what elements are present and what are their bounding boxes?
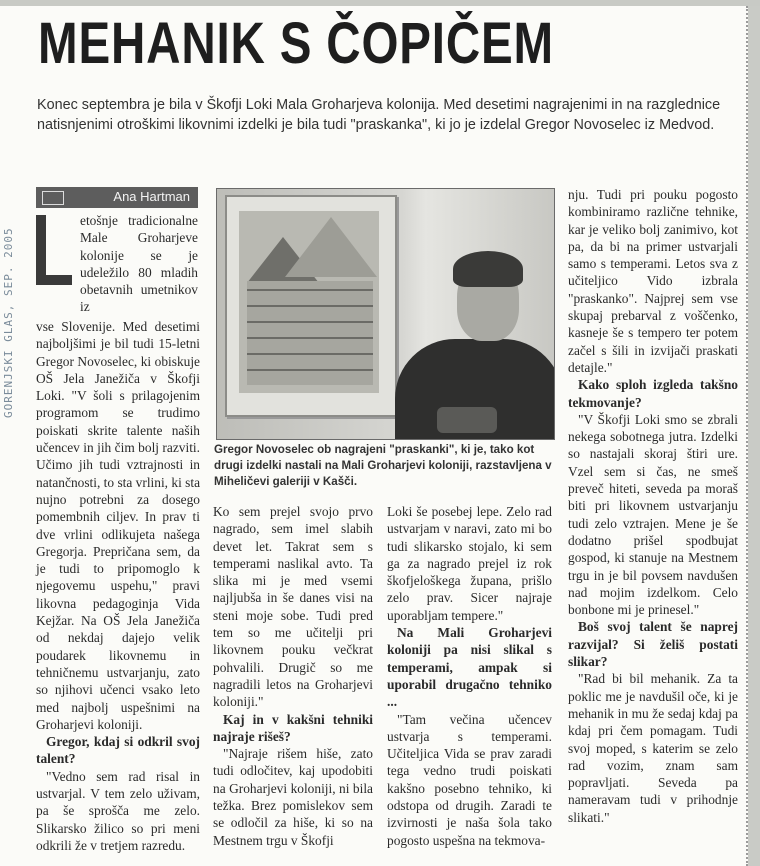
handwritten-source-note: GORENJSKI GLAS, SEP. 2005 xyxy=(2,227,15,418)
column-4 xyxy=(568,186,738,826)
lead-paragraph: Konec septembra je bila v Škofji Loki Mala Groharjeva kolonija. Med desetimi nagrajenimi in na razglednice natisnjenimi otroškimi likovnimi izdelki je bila tudi "praskanka", ki jo je izdelal Gregor Novoselec iz Medvod. xyxy=(37,97,721,133)
answer-1-part-1: "Vedno sem rad risal in ustvarjal. V tem zelo uživam, pa še sprošča me zelo. Slikarsko žilico so pri meni odkrili že v tretjem razredu. xyxy=(36,768,200,853)
intro-text: etošnje tradicionalne Male Groharjeve kolonije se je udeležilo 80 mladih obetavnih umetnikov iz xyxy=(80,213,198,315)
answer-1-part-2: Ko sem prejel svojo prvo nagrado, sem imel slabih devet let. Takrat sem s temperami naslikal avto. Ta slika mi je med vsemi najljubša in še danes visi na steni moje sobe. Tudi pred tem so me učitelji pri likovnem pouku večkrat pohvalili. Drugič so me nagradili letos na Groharjevi koloniji." xyxy=(213,504,373,710)
question-4: Kako sploh izgleda takšno tekmovanje? xyxy=(568,377,738,410)
photo-caption: Gregor Novoselec ob nagrajeni "praskanki", ki je, tako kot drugi izdelki nastali na Mali Groharjevi koloniji, razstavljena v Miheličevi galeriji v Kašči. xyxy=(214,443,552,488)
answer-2-part-1: "Najraje rišem hiše, zato tudi odločitev, kaj upodobiti na Groharjevi koloniji, ni bila težka. Brez pomislekov sem se odločil za hiše, ki so na Mestnem trgu v Škofji xyxy=(213,746,373,848)
answer-3-part-1: "Tam večina učencev ustvarja s temperami. Učiteljica Vida se prav zaradi tega vedno trudi poiskati kakšno posebno tehniko, ki odstopa od drugih. Zaradi te izvirnosti je naša šola tako pogosto uspešna na tekmova- xyxy=(387,711,552,848)
question-5: Boš svoj talent še naprej razvijal? Si želiš postati slikar? xyxy=(568,619,738,670)
byline-bar xyxy=(36,187,198,208)
answer-5: "Rad bi bil mehanik. Za ta poklic me je navdušil oče, ki je mehanik in mu že sedaj kdaj pa kdaj pri čem pomagam. Tudi svoj moped, s katerim se zelo rad vozim, znam sam popravljati. Seveda pa nameravam tudi v prihodnje slikati." xyxy=(568,671,738,825)
column-2 xyxy=(213,503,373,849)
column-1-intro xyxy=(80,212,198,316)
answer-4: "V Škofji Loki smo se zbrali nekega sobotnega jutra. Izdelki so nastajali skoraj štiri ure. Vzel sem si čas, ne smeš preveč hiteti, seveda pa moraš biti pri likovnem ustvarjanju tudi zelo vztrajen. Mene je še dodatno prišel spodbujat gospod, ki stanuje na Mestnem trgu in je bil povsem navdušen nad mojim izdelkom. Celo bonbone mi je prinesel." xyxy=(568,411,738,618)
question-1: Gregor, kdaj si odkril svoj talent? xyxy=(36,734,200,767)
article-photo xyxy=(216,188,555,440)
author-name: Ana Hartman xyxy=(113,189,190,204)
body-text: vse Slovenije. Med desetimi najboljšimi je bil tudi 15-letni Gregor Novoselec, ki obiskuje OŠ Jela Janežiča v Škofji Loki. "V šoli s prilagojenim programom se trudimo poiskati skrite talente naših učencev in jih čim bolj razviti. Učimo jih tudi vztrajnosti in natančnosti, to sta vrlini, ki sta nujno potrebni za dosego pomembnih ciljev. In prav ti dve vrlini odlikujeta našega Gregorja. Prepričana sem, da je tudi to pripomoglo k njegovemu uspehu," pravi likovna pedagoginja Vida Kejžar. Na OŠ Jela Janežiča od nekdaj dajejo velik poudarek likovnemu in tehničnemu ustvarjanju, zato so njihovi učenci vsako leto med najbolj uspešnimi na Groharjevi koloniji. xyxy=(36,319,201,732)
question-2: Kaj in v kakšni tehniki najraje rišeš? xyxy=(213,711,373,744)
dropcap-letter-l xyxy=(36,215,72,285)
answer-2-part-2: Loki še posebej lepe. Zelo rad ustvarjam v naravi, zato mi bo tudi slikarsko stojalo, ki sem ga za nagrado prejel iz rok škofjeloškega župana, prišlo zelo prav. Sicer najraje uporabljam tempere." xyxy=(387,504,552,623)
author-icon xyxy=(42,191,64,205)
column-1 xyxy=(36,318,200,854)
headline: MEHANIK S ČOPIČEM xyxy=(38,11,554,76)
question-3: Na Mali Groharjevi koloniji pa nisi slikal s temperami, ampak si uporabil drugačno tehniko ... xyxy=(387,625,552,710)
answer-3-part-2: nju. Tudi pri pouku pogosto kombiniramo različne tehnike, kar je veliko bolj zanimivo, kot pa, da bi na primer ustvarjali samo s temperami. Letos sva z učiteljico Vido izbrala "praskanko". Najprej sem vse skupaj prebarval z voščenko, kasneje še s tempero ter potem začel s šili in izvijači praskati detajle." xyxy=(568,187,738,375)
column-3 xyxy=(387,503,552,849)
